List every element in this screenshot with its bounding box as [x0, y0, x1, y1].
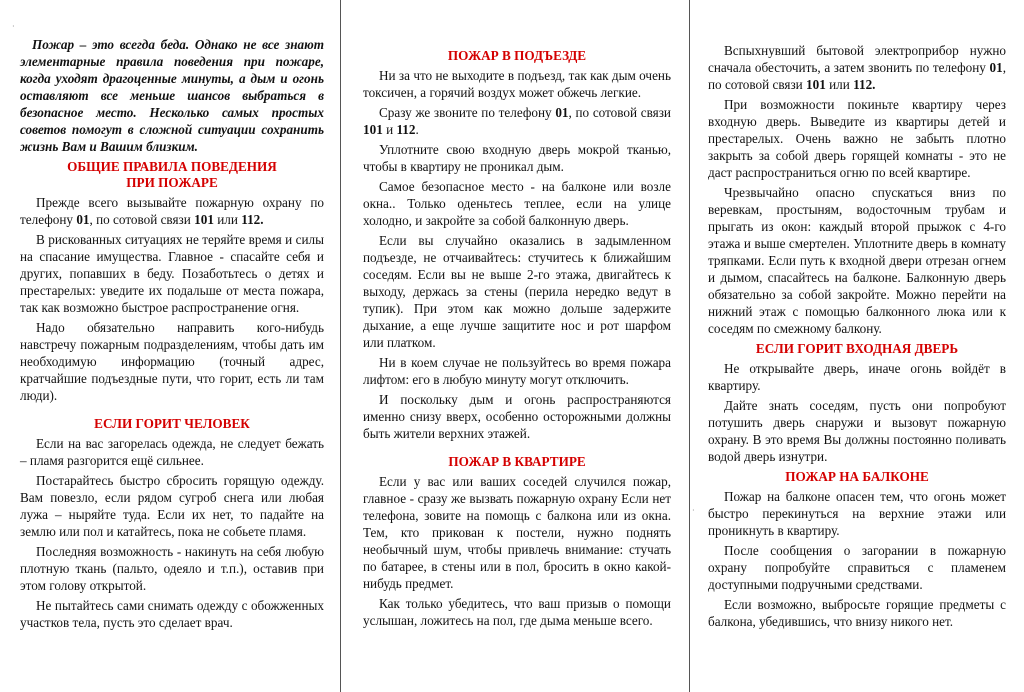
heading-general-rules-line2: ПРИ ПОЖАРЕ [126, 175, 218, 190]
paragraph-balcony-danger: Пожар на балконе опасен тем, что огонь может быстро перекинуться на верхние этажи или проникнуть в квартиру. [708, 489, 1006, 538]
paragraph-smoky-entrance: Если вы случайно оказались в задымленном подъезде, не отчаивайтесь: стучитесь к ближайшим соседям. Если вы не выше 2-го этажа, двигайтесь к выходу, держась за стены (перила нередко ведут в тупик). При этом как можно дольше задержите дыхание, а еще лучше защитите нос и рот шарфом или платком. [363, 233, 671, 350]
phone-112: 112 [396, 122, 416, 137]
text: или [825, 77, 854, 92]
column-right [690, 0, 1024, 692]
paragraph-upper-floors: И поскольку дым и огонь распространяются именно снизу вверх, особенно осторожными должны быть жители верхних этажей. [363, 392, 671, 441]
paragraph-call-for-help: Если у вас или ваших соседей случился пожар, главное - сразу же вызвать пожарную охрану Если нет телефона, зовите на помощь с балкона или из окна. Тем, кто прикован к постели, нужно поднять необычный шум, чтобы привлечь внимание: стучать по батарее, в стены или в пол, бросить в окно какой-нибудь предмет. [363, 474, 671, 591]
heading-person-on-fire: ЕСЛИ ГОРИТ ЧЕЛОВЕК [94, 416, 250, 431]
scan-speck: · [692, 506, 695, 515]
paragraph-clothes-on-fire: Если на вас загорелась одежда, не следует бежать – пламя разгорится ещё сильнее. [20, 436, 324, 468]
paragraph-throw-items: Если возможно, выбросьте горящие предметы с балкона, убедившись, что внизу никого нет. [708, 597, 1006, 629]
paragraph-lie-on-floor: Как только убедитесь, что ваш призыв о помощи услышан, ложитесь на пол, где дыма меньше всего. [363, 596, 671, 628]
text: и [382, 122, 397, 137]
phone-112: 112. [241, 212, 264, 227]
phone-01: 01 [76, 212, 90, 227]
paragraph-safest-place: Самое безопасное место - на балконе или возле окна.. Только оденьтесь теплее, если на улице холодно, и закройте за собой балконную дверь. [363, 179, 671, 228]
paragraph-dangerous-descent: Чрезвычайно опасно спускаться вниз по веревкам, простыням, водосточным трубам и прыгать из окон: каждый второй прыжок с 4-го этажа и выше смертелен. Уплотните дверь в комнату тряпками. Если путь к входной двери отрезан огнем и дымом, спасайтесь на балконе. Балконную дверь обязательно за собой закройте. Можно перейти на нижний этаж с помощью балконного люка или к соседям по смежному балкону. [708, 185, 1006, 336]
phone-01: 01 [555, 105, 569, 120]
heading-balcony-fire: ПОЖАР НА БАЛКОНЕ [785, 469, 929, 484]
paragraph-risky-situations: В рискованных ситуациях не теряйте время и силы на спасание имущества. Главное - спасайте себя и других, попавших в беду. Позаботьтесь о детях и престарелых: уведите их подальше от места пожара, так как возможно быстрое распространение огня. [20, 232, 324, 315]
paragraph-call-fire-service [20, 194, 324, 228]
phone-101: 101 [806, 77, 826, 92]
text: Прежде всего вызывайте пожарную охрану по телефону [20, 195, 324, 227]
paragraph-cover-with-cloth: Последняя возможность - накинуть на себя любую плотную ткань (пальто, одеяло и т.п.), оставив при этом голову открытой. [20, 544, 324, 593]
text: . [415, 122, 419, 137]
text: или [213, 212, 242, 227]
column-left [0, 0, 341, 692]
paragraph-no-elevator: Ни в коем случае не пользуйтесь во время пожара лифтом: его в любую минуту могут отключить. [363, 355, 671, 387]
text: Вспыхнувший бытовой электроприбор нужно сначала обесточить, а затем звонить по телефону [708, 43, 1006, 75]
phone-112: 112. [853, 77, 876, 92]
paragraph-appliance [708, 42, 1006, 93]
paragraph-do-not-open: Не открывайте дверь, иначе огонь войдёт в квартиру. [708, 361, 1006, 393]
phone-101: 101 [363, 122, 383, 137]
text: , по сотовой связи [708, 60, 1006, 92]
phone-101: 101 [194, 212, 214, 227]
paragraph-leave-flat: При возможности покиньте квартиру через входную дверь. Выведите из квартиры детей и престарелых. Очень важно не забыть плотно закрыть за собой дверь горящей комнаты - это не даст распространиться огню по всей квартире. [708, 97, 1006, 180]
text: Сразу же звоните по телефону [379, 105, 556, 120]
paragraph-try-extinguish: После сообщения о загорании в пожарную охрану попробуйте справиться с пламенем доступными подручными средствами. [708, 543, 1006, 592]
column-middle [341, 0, 690, 692]
text: , по сотовой связи [568, 105, 671, 120]
heading-fire-in-entrance: ПОЖАР В ПОДЪЕЗДЕ [447, 48, 587, 63]
paragraph-do-not-exit: Ни за что не выходите в подъезд, так как дым очень токсичен, а горячий воздух может обжечь легкие. [363, 68, 671, 100]
paragraph-drop-clothing: Постарайтесь быстро сбросить горящую одежду. Вам повезло, если рядом сугроб снега или любая лужа – ныряйте туда. Если их нет, то падайте на землю или пол и катайтесь, пока не собьете пламя. [20, 473, 324, 539]
heading-general-rules [20, 159, 324, 191]
heading-fire-in-flat: ПОЖАР В КВАРТИРЕ [448, 454, 586, 469]
paragraph-tell-neighbors: Дайте знать соседям, пусть они попробуют потушить дверь снаружи и вызовут пожарную охрану. В это время Вы должны постоянно поливать водой дверь изнутри. [708, 398, 1006, 464]
paragraph-meet-firefighters: Надо обязательно направить кого-нибудь навстречу пожарным подразделениям, чтобы дать им необходимую информацию (точный адрес, кратчайшие подъездные пути, что горит, есть ли там люди). [20, 320, 324, 403]
heading-front-door-fire: ЕСЛИ ГОРИТ ВХОДНАЯ ДВЕРЬ [755, 341, 959, 356]
paragraph-do-not-remove: Не пытайтесь сами снимать одежду с обожженных участков тела, пусть это сделает врач. [20, 598, 324, 630]
heading-general-rules-line1: ОБЩИЕ ПРАВИЛА ПОВЕДЕНИЯ [67, 159, 277, 174]
text: , по сотовой связи [89, 212, 195, 227]
scan-speck: · [12, 22, 15, 31]
paragraph-seal-door: Уплотните свою входную дверь мокрой тканью, чтобы в квартиру не проникал дым. [363, 142, 671, 174]
phone-01: 01 [989, 60, 1003, 75]
paragraph-call-immediately [363, 104, 671, 138]
intro-paragraph: Пожар – это всегда беда. Однако не все знают элементарные правила поведения при пожаре, когда уходят драгоценные минуты, а дым и огонь оставляют все меньше шансов выбраться в безопасное место. Несколько самых простых советов помогут в сложной ситуации сохранить жизнь Вам и Вашим близким. [20, 37, 324, 154]
